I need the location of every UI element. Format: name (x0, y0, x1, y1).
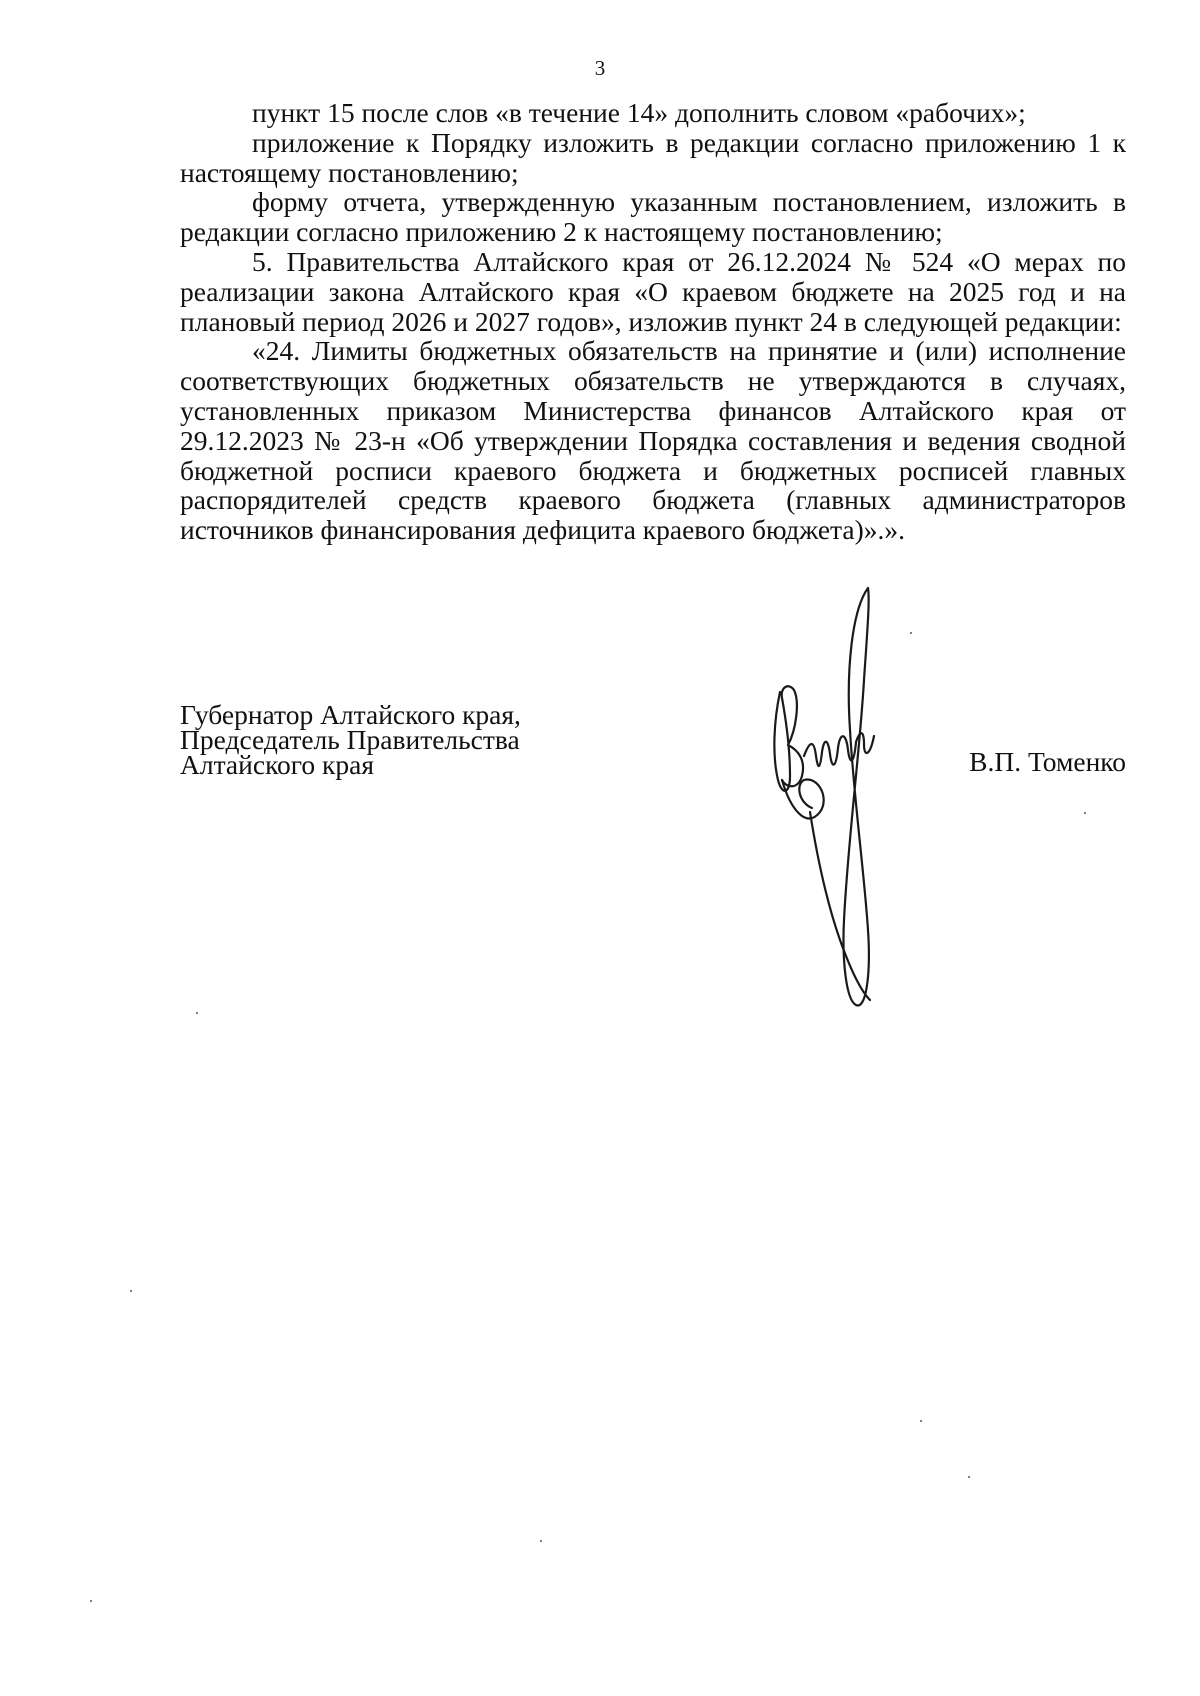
scan-speck (130, 1290, 132, 1292)
page-number: 3 (594, 56, 606, 80)
paragraph-item-24: «24. Лимиты бюджетных обязательств на принятие и (или) исполнение соответствующих бюджетных обязательств не утверждаются в случаях, установленных приказом Министерства финансов Алтайского края от 29.12.2023 № 23-н «Об утверждении Порядка составления и ведения сводной бюджетной росписи краевого бюджета и бюджетных росписей главных распорядителей средств краевого бюджета (главных администраторов источников финансирования дефицита краевого бюджета)».». (180, 335, 1126, 546)
scan-speck (1084, 812, 1086, 814)
scan-speck (968, 1476, 970, 1478)
signatory-position (180, 699, 521, 780)
scan-speck (196, 1012, 198, 1014)
paragraph-appendix-1: приложение к Порядку изложить в редакции согласно приложению 1 к настоящему постановлению; (180, 126, 1126, 188)
paragraph-resolution-524: 5. Правительства Алтайского края от 26.12.2024 № 524 «О мерах по реализации закона Алтайского края «О краевом бюджете на 2025 год и на плановый период 2026 и 2027 годов», изложив пункт 24 в следующей редакции: (180, 245, 1126, 337)
scan-speck (910, 632, 912, 634)
paragraph-report-form: форму отчета, утвержденную указанным постановлением, изложить в редакции согласно приложению 2 к настоящему постановлению; (180, 186, 1126, 248)
handwritten-signature (760, 580, 910, 1020)
signatory-position-line-2: Председатель Правительства (180, 724, 520, 755)
scan-speck (540, 1540, 542, 1542)
signatory-position-line-1: Губернатор Алтайского края, (180, 699, 521, 730)
scan-speck (920, 1420, 922, 1422)
signatory-position-line-3: Алтайского края (180, 749, 374, 780)
paragraph-item-15: пункт 15 после слов «в течение 14» дополнить словом «рабочих»; (252, 97, 1026, 128)
signer-name: В.П. Томенко (969, 746, 1126, 777)
document-body (180, 98, 1126, 545)
scan-speck (90, 1600, 92, 1602)
